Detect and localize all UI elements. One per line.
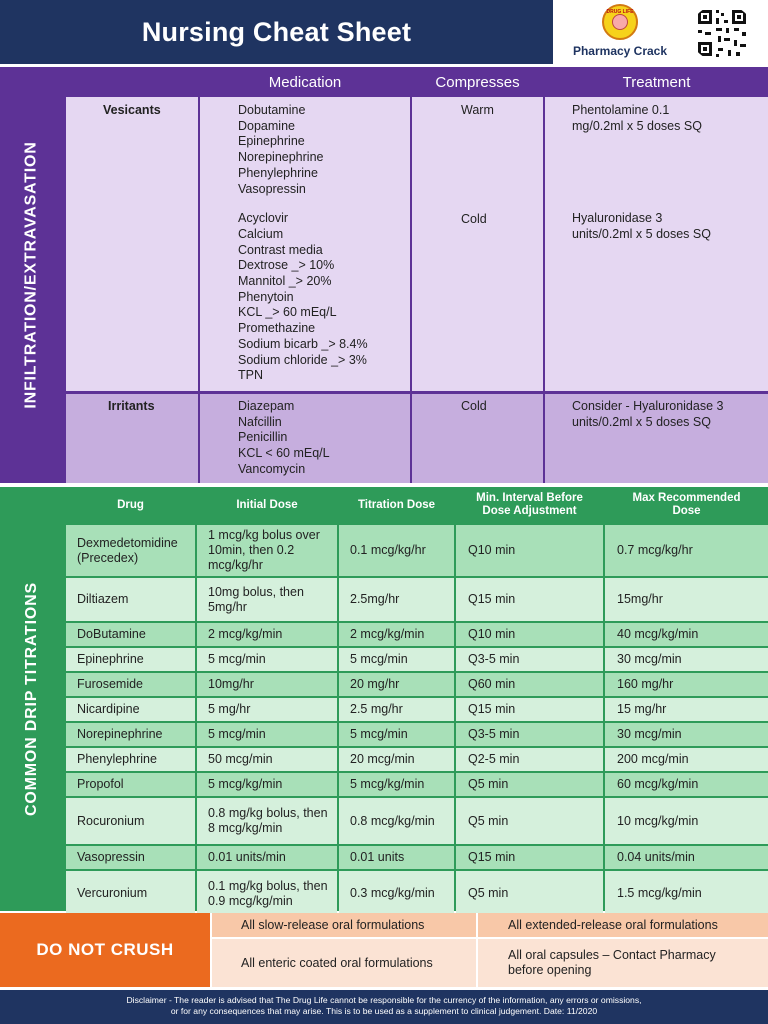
interval-cell: Q60 min — [456, 673, 603, 696]
drug-cell: Norepinephrine — [66, 723, 195, 746]
interval-cell: Q3-5 min — [456, 648, 603, 671]
no-crush-extended-release: All extended-release oral formulations — [478, 913, 768, 937]
vesicants-medications — [200, 97, 410, 391]
infiltration-section — [0, 67, 768, 483]
disclaimer-line-2: or for any consequences that may arise. This is to be used as a supplement to clinical judgement. Date: 11/2020 — [170, 1006, 598, 1016]
titrations-section — [0, 487, 768, 911]
interval-cell: Q15 min — [456, 846, 603, 869]
titration-dose-cell: 0.3 mcg/kg/min — [339, 871, 454, 916]
drug-cell: Phenylephrine — [66, 748, 195, 771]
initial-dose-cell: 10mg/hr — [197, 673, 337, 696]
titration-dose-cell: 2 mcg/kg/min — [339, 623, 454, 646]
qr-code-icon — [690, 4, 754, 62]
cold-compress: Cold — [461, 211, 487, 226]
brand-name: Pharmacy Crack — [572, 44, 668, 58]
warm-treatment: Phentolamine 0.1 mg/0.2ml x 5 doses SQ — [572, 103, 702, 133]
interval-cell: Q10 min — [456, 623, 603, 646]
interval-cell: Q2-5 min — [456, 748, 603, 771]
initial-dose-cell: 0.01 units/min — [197, 846, 337, 869]
interval-cell: Q15 min — [456, 698, 603, 721]
do-not-crush-section — [0, 913, 768, 987]
cold-treatment: Hyaluronidase 3 units/0.2ml x 5 doses SQ — [572, 211, 711, 242]
initial-dose-cell: 0.1 mg/kg bolus, then 0.9 mcg/kg/min — [197, 871, 337, 916]
titration-dose-cell: 20 mg/hr — [339, 673, 454, 696]
max-dose-cell: 10 mcg/kg/min — [605, 798, 768, 844]
warm-med-list: Dobutamine Dopamine Epinephrine Norepinephrine Phenylephrine Vasopressin — [238, 103, 324, 196]
titration-dose-cell: 0.1 mcg/kg/hr — [339, 525, 454, 576]
cold-med-list: Acyclovir Calcium Contrast media Dextrose _> 10% Mannitol _> 20% Phenytoin KCL _> 60 mEq/L Promethazine Sodium bicarb _> 8.4% Sodium chloride _> 3% TPN — [238, 211, 368, 383]
titration-dose-cell: 2.5 mg/hr — [339, 698, 454, 721]
warm-compress: Warm — [461, 103, 494, 117]
disclaimer-line-1: Disclaimer - The reader is advised that The Drug Life cannot be responsible for the currency of the information, any errors or omissions, — [126, 995, 642, 1005]
vesicants-treatments — [545, 97, 768, 391]
do-not-crush-label: DO NOT CRUSH — [0, 913, 210, 987]
initial-dose-cell: 5 mg/hr — [197, 698, 337, 721]
no-crush-enteric-coated: All enteric coated oral formulations — [212, 939, 476, 987]
compresses-header: Compresses — [412, 67, 543, 97]
titration-dose-cell: 0.8 mcg/kg/min — [339, 798, 454, 844]
drug-cell: Vasopressin — [66, 846, 195, 869]
vesicants-compresses — [412, 97, 543, 391]
max-dose-cell: 0.04 units/min — [605, 846, 768, 869]
max-dose-header: Max Recommended Dose — [605, 487, 768, 523]
drug-header: Drug — [66, 487, 195, 523]
interval-header: Min. Interval Before Dose Adjustment — [456, 487, 603, 523]
interval-cell: Q10 min — [456, 525, 603, 576]
drug-life-logo-icon — [602, 4, 638, 40]
blank-header — [66, 67, 198, 97]
initial-dose-cell: 2 mcg/kg/min — [197, 623, 337, 646]
drug-cell: Epinephrine — [66, 648, 195, 671]
initial-dose-cell: 10mg bolus, then 5mg/hr — [197, 578, 337, 621]
drug-cell: Propofol — [66, 773, 195, 796]
titration-dose-cell: 5 mcg/min — [339, 648, 454, 671]
no-crush-slow-release: All slow-release oral formulations — [212, 913, 476, 937]
logo-mini-text: DRUG LIFE — [606, 9, 634, 15]
max-dose-cell: 15mg/hr — [605, 578, 768, 621]
initial-dose-cell: 1 mcg/kg bolus over 10min, then 0.2 mcg/kg/hr — [197, 525, 337, 576]
title-bar — [0, 0, 553, 64]
initial-dose-cell: 50 mcg/min — [197, 748, 337, 771]
infiltration-section-label: INFILTRATION/EXTRAVASATION — [23, 141, 40, 409]
max-dose-cell: 200 mcg/min — [605, 748, 768, 771]
titration-dose-cell: 2.5mg/hr — [339, 578, 454, 621]
header — [0, 0, 768, 64]
drug-cell: Furosemide — [66, 673, 195, 696]
drug-cell: DoButamine — [66, 623, 195, 646]
brand-logo — [560, 4, 680, 62]
titration-dose-cell: 5 mcg/kg/min — [339, 773, 454, 796]
drug-cell: Rocuronium — [66, 798, 195, 844]
initial-dose-cell: 5 mcg/min — [197, 648, 337, 671]
initial-dose-cell: 0.8 mg/kg bolus, then 8 mcg/kg/min — [197, 798, 337, 844]
titration-dose-header: Titration Dose — [339, 487, 454, 523]
drug-cell: Dexmedetomidine (Precedex) — [66, 525, 195, 576]
titration-dose-cell: 0.01 units — [339, 846, 454, 869]
max-dose-cell: 15 mg/hr — [605, 698, 768, 721]
interval-cell: Q3-5 min — [456, 723, 603, 746]
titrations-section-label: COMMON DRIP TITRATIONS — [23, 582, 41, 816]
max-dose-cell: 30 mcg/min — [605, 648, 768, 671]
treatment-header: Treatment — [545, 67, 768, 97]
no-crush-oral-capsules: All oral capsules – Contact Pharmacy before opening — [478, 939, 768, 987]
irritants-treatment: Consider - Hyaluronidase 3 units/0.2ml x 5 doses SQ — [545, 394, 768, 483]
interval-cell: Q5 min — [456, 871, 603, 916]
interval-cell: Q15 min — [456, 578, 603, 621]
max-dose-cell: 40 mcg/kg/min — [605, 623, 768, 646]
max-dose-cell: 30 mcg/min — [605, 723, 768, 746]
irritants-label: Irritants — [66, 394, 198, 483]
irritants-medications: Diazepam Nafcillin Penicillin KCL < 60 mEq/L Vancomycin — [200, 394, 410, 483]
interval-cell: Q5 min — [456, 798, 603, 844]
initial-dose-cell: 5 mcg/kg/min — [197, 773, 337, 796]
vesicants-label: Vesicants — [66, 97, 198, 391]
drug-cell: Diltiazem — [66, 578, 195, 621]
interval-cell: Q5 min — [456, 773, 603, 796]
titration-dose-cell: 5 mcg/min — [339, 723, 454, 746]
initial-dose-cell: 5 mcg/min — [197, 723, 337, 746]
max-dose-cell: 60 mcg/kg/min — [605, 773, 768, 796]
titration-dose-cell: 20 mcg/min — [339, 748, 454, 771]
drug-cell: Vercuronium — [66, 871, 195, 916]
max-dose-cell: 0.7 mcg/kg/hr — [605, 525, 768, 576]
initial-dose-header: Initial Dose — [197, 487, 337, 523]
page-title: Nursing Cheat Sheet — [141, 16, 412, 47]
medication-header: Medication — [200, 67, 410, 97]
max-dose-cell: 1.5 mcg/kg/min — [605, 871, 768, 916]
max-dose-cell: 160 mg/hr — [605, 673, 768, 696]
disclaimer-footer — [0, 990, 768, 1024]
irritants-compress: Cold — [412, 394, 543, 483]
drug-cell: Nicardipine — [66, 698, 195, 721]
